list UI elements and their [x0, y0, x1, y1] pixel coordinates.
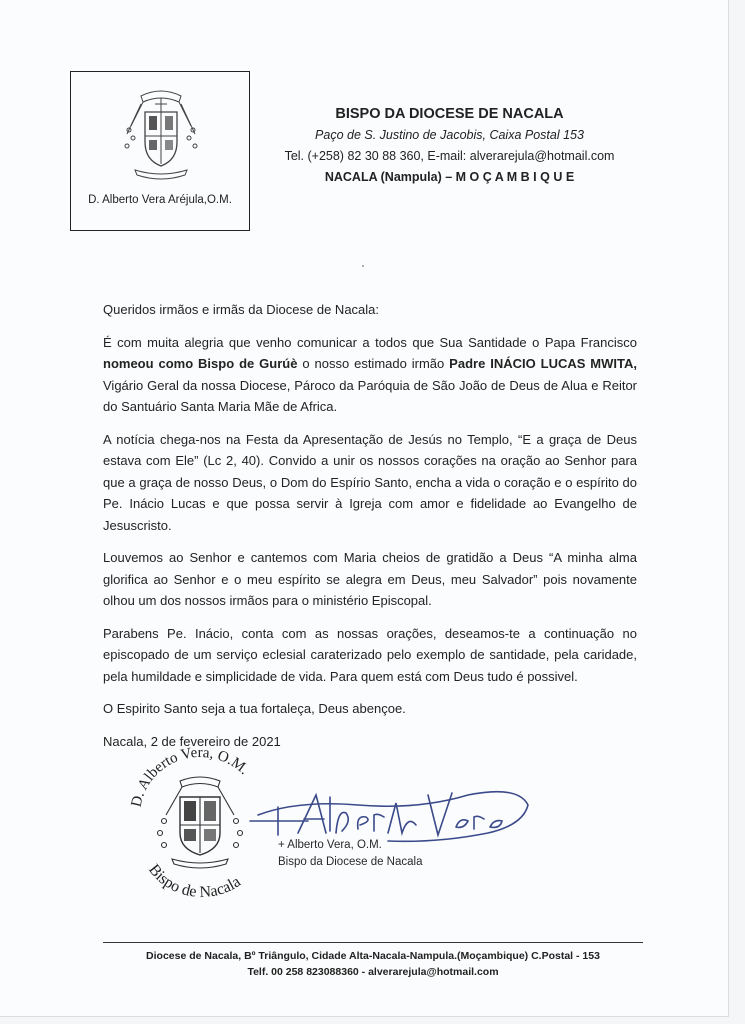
letterhead-title: BISPO DA DIOCESE DE NACALA — [335, 106, 564, 122]
p1-text-c: o nosso estimado irmão — [297, 356, 450, 371]
paragraph-congratulations: Parabens Pe. Inácio, conta com as nossas orações, deseamos-te a continuação no episcopado de um serviço eclesial caraterizado pelo exemplo de santidade, pela caridade, pela humildade e simplicidade de vida. Para quem está com Deus tudo é possivel. — [103, 625, 637, 684]
p1-bold-appointment: nomeou como Bispo de Gurúè — [103, 356, 298, 371]
seal-bottom-text: Bispo de Nacala — [145, 861, 244, 902]
salutation: Queridos irmãos e irmãs da Diocese de Nacala: — [103, 302, 380, 317]
signer-name: + Alberto Vera, O.M. — [278, 839, 382, 851]
letterhead-crest-box — [70, 71, 250, 231]
signer-role: Bispo da Diocese de Nacala — [278, 856, 423, 868]
speck — [362, 265, 364, 267]
signature-block — [128, 745, 548, 915]
letter-footer — [103, 948, 643, 980]
seal-top-text: D. Alberto Vera, O.M. — [128, 745, 252, 809]
owner-name: D. Alberto Vera Aréjula,O.M. — [88, 194, 232, 206]
footer-contact: Telf. 00 258 823088360 - alverarejula@hotmail.com — [247, 966, 499, 978]
letterhead-address: Paço de S. Justino de Jacobis, Caixa Postal 153 — [315, 128, 584, 142]
letter-body — [103, 299, 637, 763]
paragraph-announcement — [103, 332, 637, 418]
p1-text-a: É com muita alegria que venho comunicar a todos que Sua Santidade o Papa Francisco — [103, 334, 637, 350]
letterhead-contact: Tel. (+258) 82 30 88 360, E-mail: alverarejula@hotmail.com — [284, 149, 615, 163]
paragraph-praise: Louvemos ao Senhor e cantemos com Maria cheios de gratidão a Deus “A minha alma glorifica ao Senhor e o meu espírito se alegra em Deus, meu Salvador” pois novamente olhou um dos nossos irmãos para o ministério Episcopal. — [103, 550, 637, 608]
p1-bold-name: Padre INÁCIO LUCAS MWITA, — [449, 356, 637, 371]
signer-block — [278, 837, 422, 871]
paragraph-news: A notícia chega-nos na Festa da Apresentação de Jesús no Templo, “E a graça de Deus estava com Ele” (Lc 2, 40). Convido a unir os nossos corações na oração ao Senhor para que a graça de nosso Deus, o Dom do Espírio Santo, encha a vida o coração e o espírito do Pe. Inácio Lucas e que possa servir à Igreja com amor e fidelidade ao Evangelho de Jesuscristo. — [103, 431, 637, 533]
footer-divider — [103, 942, 643, 943]
episcopal-coat-of-arms-icon — [121, 86, 201, 182]
p1-text-e: Vigário Geral da nossa Diocese, Pároco da Paróquia de São João de Deus de Alua e Reitor do Santuário Santa Maria Mãe de Africa. — [103, 377, 637, 414]
letter-date: Nacala, 2 de fevereiro de 2021 — [103, 733, 281, 749]
paragraph-blessing: O Espirito Santo seja a tua fortaleça, Deus abençoe. — [103, 701, 406, 716]
letterhead-city: NACALA (Nampula) – M O Ç A M B I Q U E — [324, 170, 575, 184]
letterhead-header — [262, 104, 637, 188]
footer-address: Diocese de Nacala, Bº Triângulo, Cidade Alta-Nacala-Nampula.(Moçambique) C.Postal - 153 — [146, 950, 600, 962]
